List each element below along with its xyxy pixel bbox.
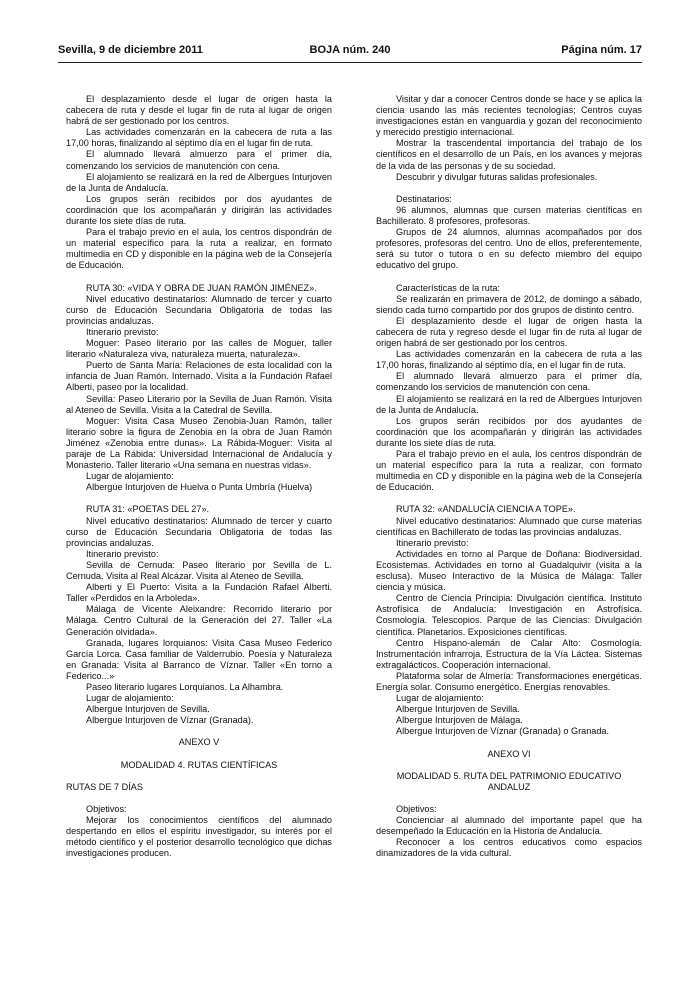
section-heading: ANEXO V xyxy=(178,737,220,748)
paragraph: Málaga de Vicente Aleixandre: Recorrido literario por Málaga. Centro Cultural de la Generación del 27. Taller «La Generación olvidada». xyxy=(66,604,332,637)
paragraph: Puerto de Santa María: Relaciones de esta localidad con la infancia de Juan Ramón. Internado. Visita a la Fundación Rafael Alberti, paseo por la localidad. xyxy=(66,360,332,393)
paragraph-spacer xyxy=(376,183,642,194)
paragraph: El desplazamiento desde el lugar de origen hasta la cabecera de ruta y desde el lugar fin de ruta al lugar de origen habrá de ser gestionado por los centros. xyxy=(66,94,332,127)
paragraph: Sevilla de Cernuda: Paseo literario por Sevilla de L. Cernuda. Visita al Real Alcázar. Visita al Ateneo de Sevilla. xyxy=(66,559,332,582)
paragraph: El alumnado llevará almuerzo para el primer día, comenzando los servicios de manutención con cena. xyxy=(376,371,642,393)
paragraph: Albergue Inturjoven de Víznar (Granada) o Granada. xyxy=(396,726,610,737)
header-page-number: Página núm. 17 xyxy=(561,44,642,56)
right-column xyxy=(376,94,642,859)
section-heading: MODALIDAD 4. RUTAS CIENTÍFICAS xyxy=(120,759,278,770)
paragraph: Granada, lugares lorquianos: Visita Casa Museo Federico García Lorca. Casa familiar de Valderrubio. Poesía y Naturaleza en Granada: Visita al Barranco de Víznar. Taller «En torno a Federico...» xyxy=(66,637,332,681)
paragraph: RUTA 31: «POETAS DEL 27». xyxy=(86,504,210,515)
paragraph: Características de la ruta: xyxy=(396,282,500,293)
paragraph: Lugar de alojamiento: xyxy=(86,471,174,482)
paragraph: Concienciar al alumnado del importante papel que ha desempeñado la Educación en la Historia de Andalucía. xyxy=(376,815,642,837)
paragraph: Para el trabajo previo en el aula, los centros dispondrán de un material específico para la ruta a realizar, con formato multimedia en CD y disponible en la página web de la Consejería de Educación. xyxy=(376,449,642,493)
section-heading: MODALIDAD 5. RUTA DEL PATRIMONIO EDUCATIVO ANDALUZ xyxy=(396,770,622,792)
section-heading: ANEXO VI xyxy=(487,748,531,759)
paragraph: Mostrar la trascendental importancia del trabajo de los científicos en el desarrollo de un País, en los avances y mejoras de la vida de las personas y de su sociedad. xyxy=(376,138,642,171)
paragraph: Itinerario previsto: xyxy=(86,548,159,559)
paragraph: Los grupos serán recibidos por dos ayudantes de coordinación que los acompañarán y dirigirán las actividades durante los siete días de ruta. xyxy=(376,415,642,448)
page-header xyxy=(58,44,642,60)
paragraph: El alumnado llevará almuerzo para el primer día, comenzando los servicios de manutención con cena. xyxy=(66,149,332,171)
paragraph: Destinatarios: xyxy=(396,193,452,204)
paragraph: Visitar y dar a conocer Centros donde se hace y se aplica la ciencia usando las más recientes tecnologías; Centros cuyas investigaciones están en vanguardia y gozan del reconocimiento y merecido prestigio internacional. xyxy=(376,94,642,138)
paragraph: Actividades en torno al Parque de Doñana: Biodiversidad. Ecosistemas. Actividades en torno al Guadalquivir (visita a la esclusa). Museo Interactivo de la Música de Málaga: Taller ciencia y música. xyxy=(376,548,642,593)
paragraph-spacer xyxy=(376,793,642,804)
paragraph: Itinerario previsto: xyxy=(396,537,469,548)
paragraph: Las actividades comenzarán en la cabecera de ruta a las 17,00 horas, finalizando al séptimo día en el lugar fin de ruta. xyxy=(66,127,332,149)
paragraph: Nivel educativo destinatarios: Alumnado de tercer y cuarto curso de Educación Secundaria Obligatoria de todas las provincias andaluzas. xyxy=(66,515,332,548)
paragraph: Plataforma solar de Almería: Transformaciones energéticas. Energía solar. Consumo energético. Energías renovables. xyxy=(376,670,642,692)
paragraph: Para el trabajo previo en el aula, los centros dispondrán de un material específico para la ruta a realizar, en formato multimedia en CD y disponible en la página web de la Consejería de Educación. xyxy=(66,227,332,271)
paragraph: Lugar de alojamiento: xyxy=(86,693,174,704)
header-date: Sevilla, 9 de diciembre 2011 xyxy=(58,44,203,56)
paragraph: Albergue Inturjoven de Málaga. xyxy=(396,715,523,726)
paragraph-spacer xyxy=(66,493,332,504)
paragraph: Itinerario previsto: xyxy=(86,326,159,337)
paragraph: Moguer: Visita Casa Museo Zenobia-Juan Ramón, taller literario sobre la figura de Zenobia en la obra de Juan Ramón Jiménez «Zenobia entre dunas». La Rábida-Moguer: Visita al paraje de La Rábida: Universidad Internacional de Andalucía y Monasterio. Taller literario «Una semana en nuestras vidas». xyxy=(66,415,332,471)
left-column xyxy=(66,94,332,859)
paragraph: Se realizarán en primavera de 2012, de domingo a sábado, siendo cada turno compartido por dos grupos de distinto centro. xyxy=(376,293,642,315)
paragraph: RUTA 32: «ANDALUCÍA CIENCIA A TOPE». xyxy=(396,504,576,515)
paragraph: El alojamiento se realizará en la red de Albergues Inturjoven de la Junta de Andalucía. xyxy=(376,393,642,415)
paragraph: Albergue Inturjoven de Víznar (Granada). xyxy=(86,715,254,726)
paragraph: Objetivos: xyxy=(86,804,127,814)
header-bulletin-number: BOJA núm. 240 xyxy=(309,44,391,56)
paragraph: El alojamiento se realizará en la red de Albergues Inturjoven de la Junta de Andalucía. xyxy=(66,171,332,193)
paragraph: Alberti y El Puerto: Visita a la Fundación Rafael Alberti. Taller «Perdidos en la Arboleda». xyxy=(66,582,332,604)
paragraph: Objetivos: xyxy=(396,804,437,814)
paragraph-spacer xyxy=(66,726,332,737)
paragraph-spacer xyxy=(66,771,332,782)
paragraph: Los grupos serán recibidos por dos ayudantes de coordinación que los acompañarán y dirigirán las actividades durante los siete días de ruta. xyxy=(66,193,332,227)
paragraph-spacer xyxy=(376,493,642,504)
paragraph: Las actividades comenzarán en la cabecera de ruta a las 17,00 horas, finalizando al séptimo día, en el lugar fin de ruta. xyxy=(376,349,642,371)
paragraph: Nivel educativo destinatarios: Alumnado de tercer y cuarto curso de Educación Secundaria Obligatoria de todas las provincias andaluzas. xyxy=(66,293,332,326)
paragraph-spacer xyxy=(66,749,332,760)
paragraph: Albergue Inturjoven de Huelva o Punta Umbría (Huelva) xyxy=(86,482,313,493)
paragraph: Mejorar los conocimientos científicos del alumnado despertando en ellos el espíritu investigador, su interés por el método científico y el posterior desarrollo tecnológico que dichas investigaciones producen. xyxy=(66,815,332,859)
paragraph: Descubrir y divulgar futuras salidas profesionales. xyxy=(396,171,598,182)
paragraph: Reconocer a los centros educativos como espacios dinamizadores de la vida cultural. xyxy=(376,837,642,859)
paragraph: Lugar de alojamiento: xyxy=(396,693,484,704)
paragraph: El desplazamiento desde el lugar de origen hasta la cabecera de ruta y regreso desde el lugar fin de ruta al lugar de origen habrá de ser gestionado por los centros. xyxy=(376,315,642,349)
paragraph: 96 alumnos, alumnas que cursen materias científicas en Bachillerato. 8 profesores, profesoras. xyxy=(376,204,642,227)
paragraph: RUTAS DE 7 DÍAS xyxy=(66,781,143,792)
paragraph-spacer xyxy=(66,793,332,804)
paragraph: Sevilla: Paseo Literario por la Sevilla de Juan Ramón. Visita al Ateneo de Sevilla. Visita a la Catedral de Sevilla. xyxy=(66,393,332,415)
paragraph: Nivel educativo destinatarios: Alumnado que curse materias científicas en Bachillerato de todas las provincias andaluzas. xyxy=(376,515,642,537)
paragraph: Moguer: Paseo literario por las calles de Moguer, taller literario «Naturaleza viva, naturaleza muerta, naturaleza». xyxy=(66,338,332,360)
paragraph: Centro Hispano-alemán de Calar Alto: Cosmología. Instrumentación infrarroja. Estructura de la Vía Láctea. Sistemas extragalácticos. Cooperación internacional. xyxy=(376,637,642,670)
paragraph-spacer xyxy=(376,272,642,283)
paragraph: Albergue Inturjoven de Sevilla. xyxy=(86,704,210,715)
paragraph-spacer xyxy=(66,272,332,283)
paragraph: Centro de Ciencia Principia: Divulgación científica. Instituto Astrofísica de Andalucía: Investigación en Astrofísica. Cosmología. Telescopios. Parque de las Ciencias: Divulgación científica. Planetarios. Exposiciones científicas. xyxy=(376,593,642,637)
paragraph: Paseo literario lugares Lorquianos. La Alhambra. xyxy=(86,681,284,692)
header-rule xyxy=(58,62,642,63)
paragraph-spacer xyxy=(376,760,642,771)
paragraph: Albergue Inturjoven de Sevilla. xyxy=(396,704,520,715)
paragraph: Grupos de 24 alumnos, alumnas acompañados por dos profesores, profesoras del centro. Uno de ellos, preferentemente, será su tutor o tutora o en su defecto miembro del equipo educativo del grupo. xyxy=(376,227,642,271)
paragraph-spacer xyxy=(376,737,642,748)
paragraph: RUTA 30: «VIDA Y OBRA DE JUAN RAMÓN JIMÉNEZ». xyxy=(86,282,317,293)
